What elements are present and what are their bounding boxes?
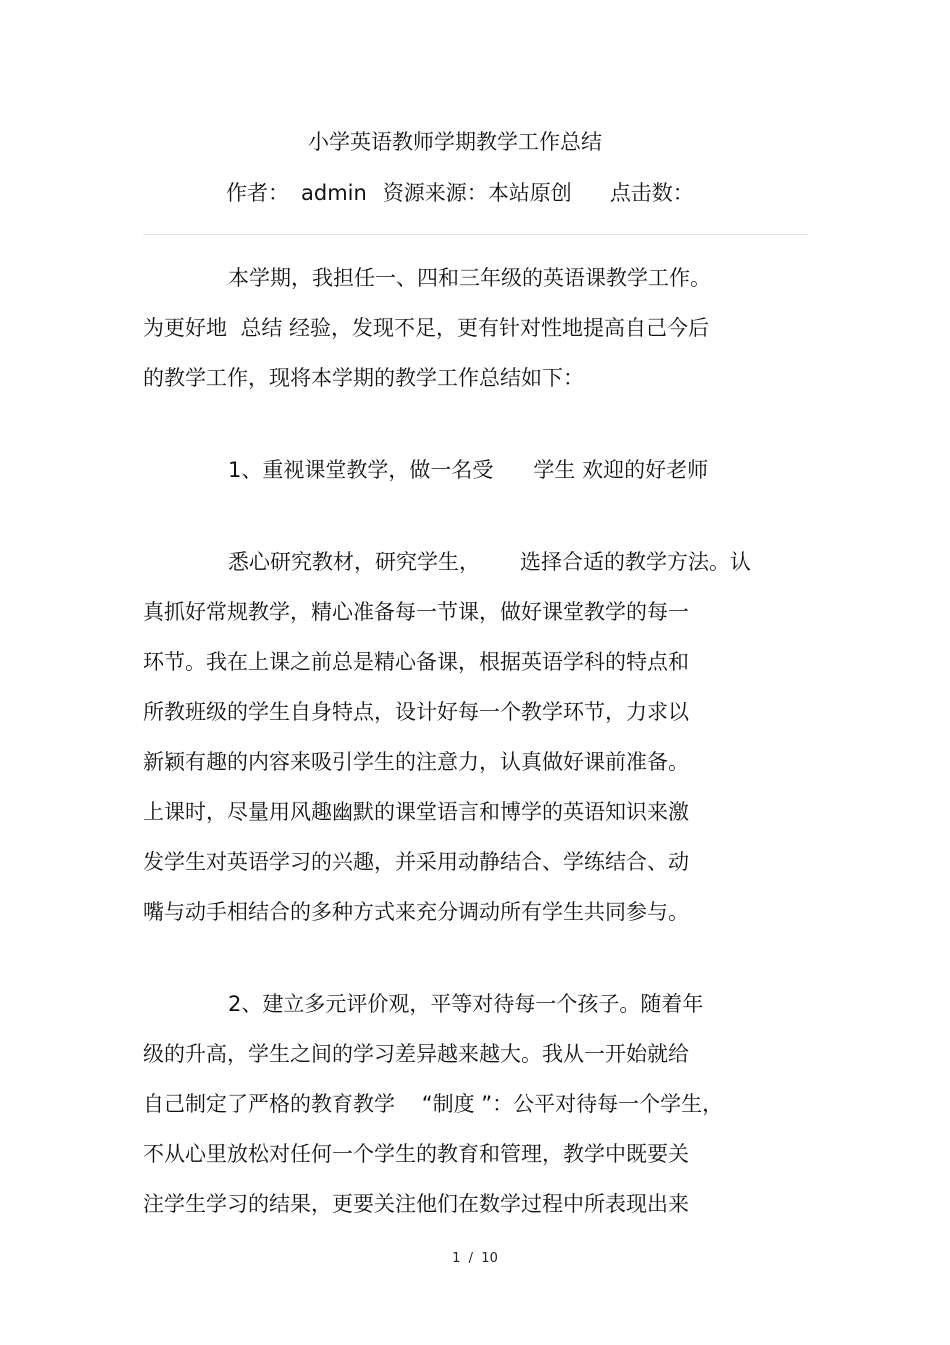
section-heading: 1、重视课堂教学，做一名受 学生 欢迎的好老师 [228, 458, 709, 482]
author-label: 作者： [226, 181, 289, 205]
header-divider [143, 234, 808, 235]
page-indicator: 1 / 10 [452, 1251, 498, 1266]
paragraph-line: 2、建立多元评价观，平等对待每一个孩子。随着年 [228, 992, 704, 1016]
source-value: 本站原创 [487, 181, 572, 205]
paragraph-line: 自己制定了严格的教育教学 “制度 ”：公平对待每一个学生， [143, 1092, 724, 1116]
paragraph-line: 环节。我在上课之前总是精心备课，根据英语学科的特点和 [143, 650, 689, 674]
paragraph-line: 级的升高，学生之间的学习差异越来越大。我从一开始就给 [143, 1042, 689, 1066]
paragraph-line: 的教学工作，现将本学期的教学工作总结如下： [143, 366, 584, 390]
paragraph-line: 真抓好常规教学，精心准备每一节课，做好课堂教学的每一 [143, 600, 689, 624]
document-meta [226, 179, 694, 207]
source-label: 资源来源： [382, 181, 488, 205]
paragraph-line: 嘴与动手相结合的多种方式来充分调动所有学生共同参与。 [143, 900, 689, 924]
paragraph-line: 本学期，我担任一、四和三年级的英语课教学工作。 [228, 266, 711, 290]
author-value: admin [301, 181, 367, 205]
paragraph-line: 为更好地 总结 经验，发现不足，更有针对性地提高自己今后 [143, 316, 710, 340]
paragraph-line: 注学生学习的结果，更要关注他们在数学过程中所表现出来 [143, 1192, 689, 1216]
paragraph-line: 发学生对英语学习的兴趣，并采用动静结合、学练结合、动 [143, 850, 689, 874]
paragraph-line: 所教班级的学生自身特点，设计好每一个教学环节，力求以 [143, 700, 689, 724]
paragraph-line: 不从心里放松对任何一个学生的教育和管理，教学中既要关 [143, 1142, 689, 1166]
paragraph-line: 新颖有趣的内容来吸引学生的注意力，认真做好课前准备。 [143, 750, 689, 774]
paragraph-line: 悉心研究教材，研究学生， 选择合适的教学方法。认 [228, 550, 752, 574]
document-title: 小学英语教师学期教学工作总结 [308, 130, 602, 154]
clicks-label: 点击数： [609, 181, 694, 205]
paragraph-line: 上课时，尽量用风趣幽默的课堂语言和博学的英语知识来激 [143, 800, 689, 824]
